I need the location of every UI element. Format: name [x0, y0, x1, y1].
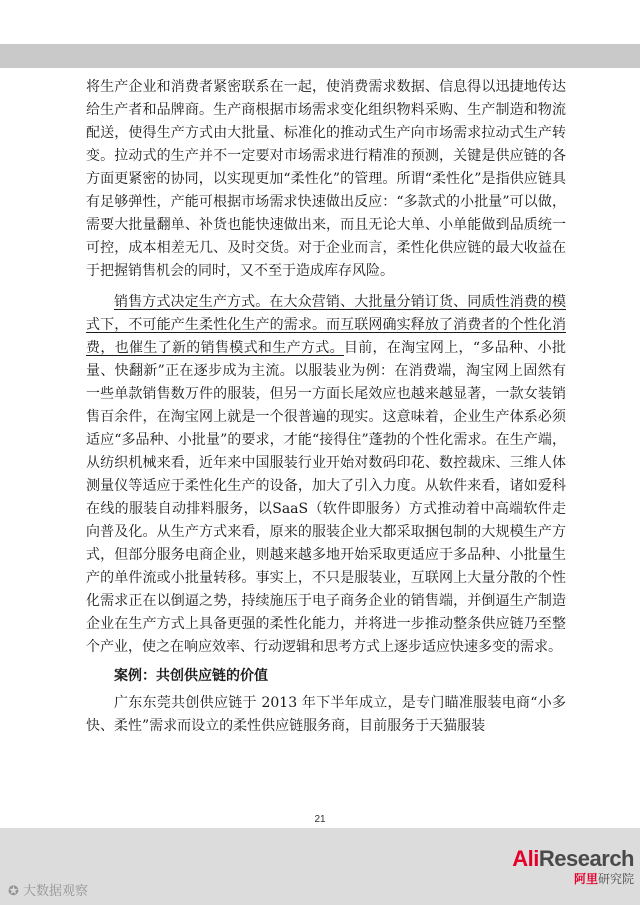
- header-band: [0, 44, 640, 68]
- aliresearch-logo: [512, 846, 634, 887]
- paragraph-3: 广东东莞共创供应链于 2013 年下半年成立，是专门瞄准服装电商“小多快、柔性”需求而设立的柔性供应链服务商，目前服务于天猫服装: [86, 695, 566, 734]
- paragraph-2: [86, 291, 566, 659]
- page-number: 21: [314, 814, 326, 825]
- logo-research-text: Research: [538, 846, 634, 871]
- watermark: [8, 880, 88, 899]
- watermark-text: 大数据观察: [23, 884, 89, 899]
- paragraph-1: 将生产企业和消费者紧密联系在一起，使消费需求数据、信息得以迅捷地传达给生产者和品牌商。生产商根据市场需求变化组织物料采购、生产制造和物流配送，使得生产方式由大批量、标准化的推动式生产向市场需求拉动式生产转变。拉动式的生产并不一定要对市场需求进行精准的预测，关键是供应链的各方面更紧密的协同，以实现更加“柔性化”的管理。所谓“柔性化”是指供应链具有足够弹性，产能可根据市场需求快速做出反应：“多款式的小批量”可以做，需要大批量翻单、补货也能快速做出来，而且无论大单、小单能做到品质统一可控，成本相差无几、及时交货。对于企业而言，柔性化供应链的最大收益在于把握销售机会的同时，又不至于造成库存风险。: [86, 79, 566, 279]
- case-heading: 案例：共创供应链的价值: [114, 668, 268, 684]
- weibo-icon: ✪: [8, 884, 24, 899]
- logo-cn-brand: 阿里: [573, 872, 598, 886]
- underlined-sentence: 销售方式决定生产方式。在大众营销、大批量分销订货、同质性消费的模式下，不可能产生柔性化生产的需求。而互联网确实释放了消费者的个性化消费，也催生了新的销售模式和生产方式。: [86, 294, 566, 356]
- paragraph-2-rest: 目前，在淘宝网上，“多品种、小批量、快翻新”正在逐步成为主流。以服装业为例：在消费端，淘宝网上固然有一些单款销售数万件的服装，但另一方面长尾效应也越来越显著，一款女装销售百余件，在淘宝网上就是一个很普遍的现实。这意味着，企业生产体系必须适应“多品种、小批量”的要求，才能“接得住”蓬勃的个性化需求。在生产端，从纺织机械来看，近年来中国服装行业开始对数码印花、数控裁床、三维人体测量仪等适应于柔性化生产的设备，加大了引入力度。从软件来看，诸如爱科在线的服装自动排料服务，以SaaS（软件即服务）方式推动着中高端软件走向普及化。从生产方式来看，原来的服装企业大都采取捆包制的大规模生产方式，但部分服务电商企业，则越来越多地开始采取更适应于多品种、小批量生产的单件流或小批量转移。事实上，不只是服装业，互联网上大量分散的个性化需求正在以倒逼之势，持续施压于电子商务企业的销售端，并倒逼生产制造企业在生产方式上具备更强的柔性化能力，并将进一步推动整条供应链乃至整个产业，使之在响应效率、行动逻辑和思考方式上逐步适应快速多变的需求。: [86, 340, 566, 655]
- logo-ali-text: Ali: [512, 846, 539, 871]
- logo-cn-rest: 研究院: [597, 872, 634, 886]
- document-body: [86, 76, 566, 738]
